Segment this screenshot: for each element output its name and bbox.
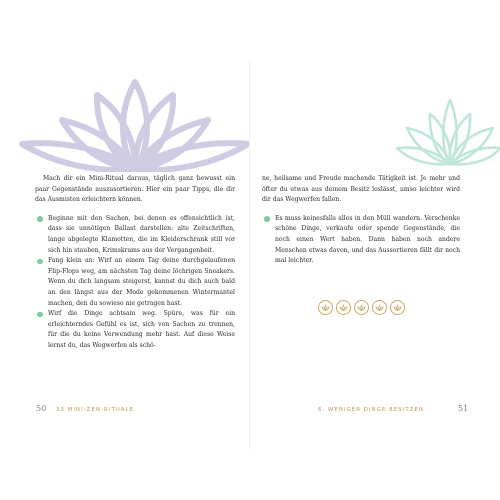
mint-dot-icon <box>264 216 270 222</box>
lotus-outline-icon <box>0 60 250 172</box>
lotus-icon <box>357 304 366 311</box>
intro-paragraph: Mach dir ein Mini-Ritual daraus, täglich ganz bewusst ein paar Gegenstände auszusortieren. Hier ein paar Tipps, die dir das Ausmisten erleichtern können. <box>35 175 235 204</box>
ornament <box>372 300 387 315</box>
page-number-left: 50 <box>36 404 47 413</box>
list-item-text: Beginne mit den Sachen, bei denen es offensichtlich ist, dass sie unnötigen Ballast darstellen: alte Zeitschriften, lange abgelegte Klamotten, die im Kleiderschrank still vor sich hin stauben, Krimskrams aus der Vergangenheit. <box>48 214 235 254</box>
ornament <box>318 300 333 315</box>
lotus-icon <box>375 304 384 311</box>
lotus-outline-icon <box>395 68 500 168</box>
tips-list-continued <box>262 214 460 267</box>
list-item <box>35 214 235 256</box>
running-title-right: 6. WENIGER DINGE BESITZEN <box>318 407 424 413</box>
list-item-text: Wirf die Dinge achtsam weg. Spüre, was für ein erleichterndes Gefühl es ist, sich von Sachen zu trennen, für die du keine Verwendung mehr hast. Auf diese Weise lernst du, das Wegwerfen als schö- <box>48 310 235 349</box>
ornament <box>336 300 351 315</box>
lotus-icon <box>321 304 330 311</box>
lotus-icon <box>393 304 402 311</box>
mint-dot-icon <box>37 259 43 265</box>
list-item <box>35 256 235 309</box>
list-item <box>262 214 460 267</box>
list-item-text: Es muss keinesfalls alles in den Müll wandern. Verschenke schöne Dinge, verkaufe oder spende Gegenstände, die noch einen Wert haben. Dann haben noch andere Menschen etwas davon, und das Aussortieren fällt dir noch mal leichter. <box>275 214 460 265</box>
ornament <box>354 300 369 315</box>
ornament <box>390 300 405 315</box>
mint-dot-icon <box>37 312 43 318</box>
tips-list <box>35 214 235 352</box>
continuation-paragraph: ne, heilsame und Freude machende Tätigkeit ist. Je mehr und öfter du etwas aus deinem Besitz loslässt, umso leichter wird dir das Wegwerfen fallen. <box>262 175 460 204</box>
running-title-left: 33 MINI-ZEN-RITUALE <box>56 407 135 413</box>
list-item-text: Fang klein an: Wirf an einem Tag deine durchgelaufenen Flip-Flops weg, am nächsten Tag deine löchrigen Sneakers. Wenn du dich langsam steigerst, kannst du dich auch bald an den längst aus der Mode gekommenen Wintermantel machen, den du sowieso nie getragen hast. <box>48 257 235 307</box>
left-text-block <box>35 174 235 352</box>
list-item <box>35 309 235 351</box>
lotus-icon <box>339 304 348 311</box>
page-number-right: 51 <box>458 404 469 413</box>
mint-dot-icon <box>37 216 43 222</box>
ornament-row <box>318 300 405 315</box>
right-text-block <box>262 174 460 267</box>
